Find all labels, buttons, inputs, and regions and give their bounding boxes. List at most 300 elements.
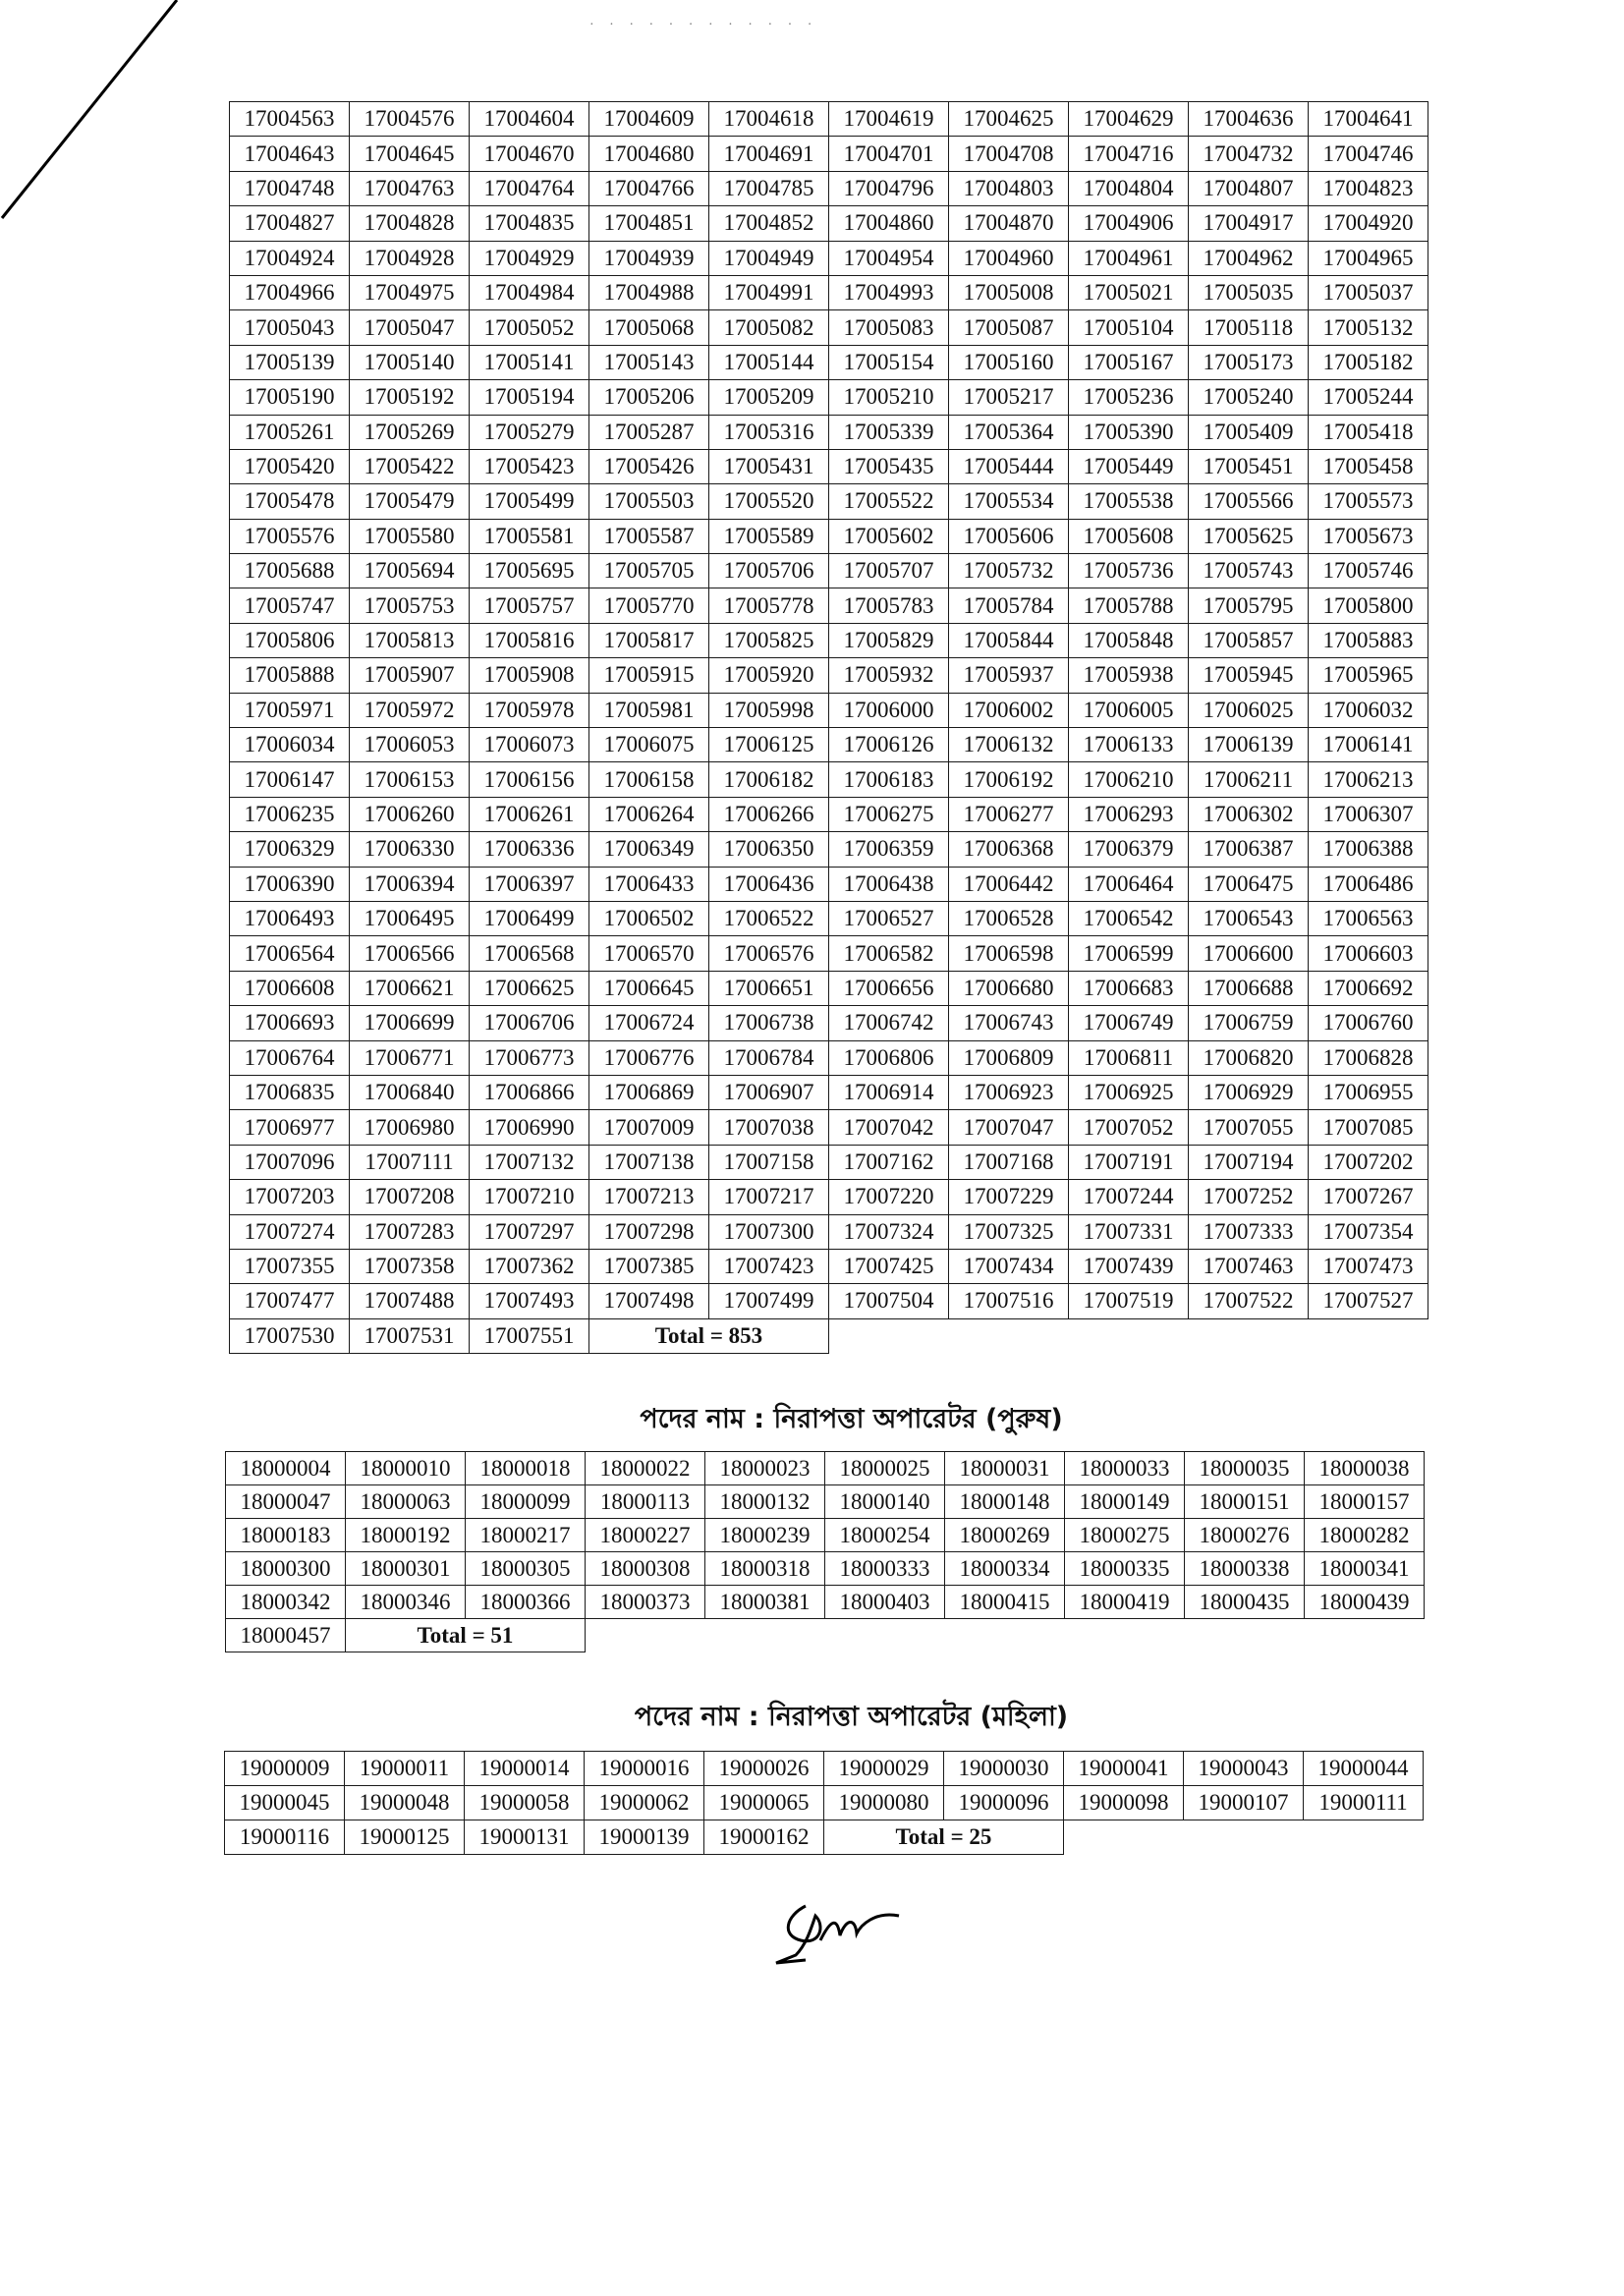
table-row (230, 206, 1428, 241)
roll-number-cell: 17007434 (949, 1249, 1069, 1283)
roll-number-cell: 17005770 (589, 588, 709, 623)
roll-number-cell: 17006211 (1189, 762, 1309, 797)
roll-number-cell: 17006760 (1309, 1006, 1428, 1040)
roll-number-cell: 18000381 (705, 1586, 825, 1619)
roll-number-cell: 17005037 (1309, 275, 1428, 309)
roll-number-cell: 17006126 (829, 728, 949, 762)
roll-number-cell: 17005104 (1069, 310, 1189, 345)
roll-number-cell: 19000098 (1064, 1786, 1184, 1820)
roll-number-table-1 (229, 101, 1428, 1354)
roll-number-cell: 17005829 (829, 623, 949, 657)
roll-number-cell: 17007324 (829, 1214, 949, 1249)
table-row (230, 345, 1428, 379)
table-row-last (226, 1619, 1425, 1652)
roll-number-cell: 17005182 (1309, 345, 1428, 379)
roll-number-cell: 17007052 (1069, 1110, 1189, 1145)
roll-number-cell: 17005888 (230, 658, 350, 693)
roll-number-cell: 17004609 (589, 102, 709, 137)
roll-number-cell: 17005422 (350, 449, 470, 483)
roll-number-cell: 17005132 (1309, 310, 1428, 345)
roll-number-cell: 17007504 (829, 1284, 949, 1318)
roll-number-cell: 17004732 (1189, 137, 1309, 171)
table-row (230, 484, 1428, 519)
roll-number-cell: 17007055 (1189, 1110, 1309, 1145)
roll-number-cell: 17004860 (829, 206, 949, 241)
roll-number-cell: 17005160 (949, 345, 1069, 379)
roll-number-cell: 17004563 (230, 102, 350, 137)
roll-number-cell: 17005068 (589, 310, 709, 345)
roll-number-cell: 17007493 (470, 1284, 589, 1318)
roll-number-cell: 17005236 (1069, 380, 1189, 415)
table-row (230, 449, 1428, 483)
roll-number-cell: 17006275 (829, 797, 949, 831)
roll-number-cell: 17006390 (230, 867, 350, 901)
table-row-last (225, 1820, 1424, 1855)
table-row (230, 241, 1428, 275)
roll-number-cell: 18000335 (1065, 1552, 1185, 1586)
roll-number-cell: 18000217 (466, 1519, 586, 1552)
roll-number-cell: 17006680 (949, 971, 1069, 1005)
empty-space (945, 1619, 1065, 1652)
roll-number-cell: 17006394 (350, 867, 470, 901)
roll-number-cell: 17004645 (350, 137, 470, 171)
roll-number-cell: 17006773 (470, 1040, 589, 1075)
roll-number-cell: 17006582 (829, 936, 949, 971)
roll-number-cell: 17006811 (1069, 1040, 1189, 1075)
roll-number-cell: 17004764 (470, 171, 589, 205)
empty-space (1184, 1820, 1304, 1855)
roll-number-cell: 17005806 (230, 623, 350, 657)
roll-number-cell: 19000011 (345, 1752, 465, 1786)
roll-number-cell: 17007220 (829, 1180, 949, 1214)
roll-number-cell: 17005825 (709, 623, 829, 657)
table-row (230, 1180, 1428, 1214)
roll-number-cell: 17005800 (1309, 588, 1428, 623)
roll-number-cell: 17006840 (350, 1075, 470, 1109)
roll-number-cell: 17006493 (230, 901, 350, 935)
roll-number-cell: 17006350 (709, 832, 829, 867)
roll-number-cell: 18000192 (346, 1519, 466, 1552)
table-row (230, 1075, 1428, 1109)
roll-number-cell: 17005522 (829, 484, 949, 519)
roll-number-cell: 17006543 (1189, 901, 1309, 935)
roll-number-cell: 17005043 (230, 310, 350, 345)
roll-number-cell: 17007096 (230, 1145, 350, 1179)
roll-number-cell: 17006073 (470, 728, 589, 762)
roll-number-cell: 17006869 (589, 1075, 709, 1109)
roll-number-cell: 17006955 (1309, 1075, 1428, 1109)
roll-number-cell: 17005190 (230, 380, 350, 415)
roll-number-cell: 17004576 (350, 102, 470, 137)
roll-number-cell: 17004961 (1069, 241, 1189, 275)
roll-number-cell: 17006475 (1189, 867, 1309, 901)
roll-number-cell: 17006621 (350, 971, 470, 1005)
roll-number-cell: 17006182 (709, 762, 829, 797)
roll-number-cell: 17006053 (350, 728, 470, 762)
roll-number-cell: 17005139 (230, 345, 350, 379)
table-row (230, 171, 1428, 205)
roll-number-cell: 17007522 (1189, 1284, 1309, 1318)
roll-number-cell: 17005813 (350, 623, 470, 657)
roll-number-cell: 17006542 (1069, 901, 1189, 935)
roll-number-cell: 17005694 (350, 554, 470, 588)
roll-number-cell: 17006261 (470, 797, 589, 831)
roll-number-cell: 18000132 (705, 1485, 825, 1519)
roll-number-cell: 17004828 (350, 206, 470, 241)
roll-number-cell: 17006608 (230, 971, 350, 1005)
roll-number-cell: 17005883 (1309, 623, 1428, 657)
roll-number-cell: 17007331 (1069, 1214, 1189, 1249)
roll-number-cell: 17005444 (949, 449, 1069, 483)
roll-number-cell: 17005732 (949, 554, 1069, 588)
roll-number-cell: 17006599 (1069, 936, 1189, 971)
roll-number-cell: 17006192 (949, 762, 1069, 797)
empty-space (1064, 1820, 1184, 1855)
roll-number-cell: 17007009 (589, 1110, 709, 1145)
roll-number-cell: 17006907 (709, 1075, 829, 1109)
roll-number-cell: 17005143 (589, 345, 709, 379)
roll-number-cell: 17006034 (230, 728, 350, 762)
roll-number-cell: 17006563 (1309, 901, 1428, 935)
roll-number-cell: 18000157 (1305, 1485, 1425, 1519)
table-row (230, 797, 1428, 831)
roll-number-cell: 19000048 (345, 1786, 465, 1820)
table-row (230, 588, 1428, 623)
empty-space (829, 1318, 949, 1353)
roll-number-cell: 17004746 (1309, 137, 1428, 171)
empty-space (1185, 1619, 1305, 1652)
roll-number-cell: 17004870 (949, 206, 1069, 241)
roll-number-cell: 17004708 (949, 137, 1069, 171)
roll-number-cell: 17005817 (589, 623, 709, 657)
roll-number-cell: 17006743 (949, 1006, 1069, 1040)
roll-number-cell: 18000275 (1065, 1519, 1185, 1552)
table-row (226, 1452, 1425, 1485)
roll-number-cell: 17006349 (589, 832, 709, 867)
roll-number-cell: 17006528 (949, 901, 1069, 935)
roll-number-cell: 18000276 (1185, 1519, 1305, 1552)
roll-number-cell: 18000415 (945, 1586, 1065, 1619)
roll-number-cell: 17005167 (1069, 345, 1189, 379)
roll-number-cell: 17007085 (1309, 1110, 1428, 1145)
roll-number-cell: 17006692 (1309, 971, 1428, 1005)
roll-number-cell: 17004965 (1309, 241, 1428, 275)
roll-number-cell: 17005576 (230, 519, 350, 553)
total-count: Total = 51 (346, 1619, 586, 1652)
roll-number-cell: 19000116 (225, 1820, 345, 1855)
roll-number-cell: 17005173 (1189, 345, 1309, 379)
table-row (230, 1284, 1428, 1318)
roll-number-cell: 18000031 (945, 1452, 1065, 1485)
roll-number-cell: 17005981 (589, 693, 709, 727)
roll-number-cell: 17004917 (1189, 206, 1309, 241)
roll-number-cell: 17006277 (949, 797, 1069, 831)
roll-number-cell: 17004966 (230, 275, 350, 309)
pen-stroke-mark (0, 0, 196, 236)
roll-number-cell: 18000033 (1065, 1452, 1185, 1485)
roll-number-cell: 17006158 (589, 762, 709, 797)
table-row (230, 623, 1428, 657)
roll-number-cell: 17005420 (230, 449, 350, 483)
roll-number-cell: 17007385 (589, 1249, 709, 1283)
roll-number-cell: 17005844 (949, 623, 1069, 657)
roll-number-cell: 17007439 (1069, 1249, 1189, 1283)
roll-number-cell: 17005908 (470, 658, 589, 693)
roll-number-cell: 17006156 (470, 762, 589, 797)
roll-number-cell: 17006706 (470, 1006, 589, 1040)
roll-number-cell: 17005210 (829, 380, 949, 415)
roll-number-cell: 17006000 (829, 693, 949, 727)
roll-number-cell: 19000065 (704, 1786, 824, 1820)
roll-number-cell: 17005707 (829, 554, 949, 588)
roll-number-cell: 17006213 (1309, 762, 1428, 797)
signature (766, 1886, 924, 1975)
empty-space (1305, 1619, 1425, 1652)
roll-number-cell: 17005932 (829, 658, 949, 693)
table-row (230, 728, 1428, 762)
roll-number-cell: 17005573 (1309, 484, 1428, 519)
roll-number-cell: 17006990 (470, 1110, 589, 1145)
roll-number-cell: 17007297 (470, 1214, 589, 1249)
roll-number-cell: 17004785 (709, 171, 829, 205)
roll-number-cell: 17004993 (829, 275, 949, 309)
roll-number-cell: 17004975 (350, 275, 470, 309)
roll-number-cell: 17005920 (709, 658, 829, 693)
table-row (230, 415, 1428, 449)
roll-number-cell: 17005783 (829, 588, 949, 623)
roll-number-cell: 17005673 (1309, 519, 1428, 553)
roll-number-cell: 17007210 (470, 1180, 589, 1214)
roll-number-cell: 18000269 (945, 1519, 1065, 1552)
roll-number-cell: 17007244 (1069, 1180, 1189, 1214)
roll-number-cell: 17006235 (230, 797, 350, 831)
roll-number-cell: 18000457 (226, 1619, 346, 1652)
roll-number-cell: 17007042 (829, 1110, 949, 1145)
roll-number-cell: 17007423 (709, 1249, 829, 1283)
empty-space (586, 1619, 705, 1652)
roll-number-cell: 17007111 (350, 1145, 470, 1179)
table-row (230, 1249, 1428, 1283)
roll-number-cell: 17005082 (709, 310, 829, 345)
roll-number-cell: 17004827 (230, 206, 350, 241)
roll-number-cell: 17005449 (1069, 449, 1189, 483)
roll-number-cell: 19000016 (585, 1752, 704, 1786)
roll-number-cell: 17006002 (949, 693, 1069, 727)
empty-space (825, 1619, 945, 1652)
roll-number-cell: 17006147 (230, 762, 350, 797)
roll-number-cell: 17007267 (1309, 1180, 1428, 1214)
roll-number-cell: 17007488 (350, 1284, 470, 1318)
roll-number-cell: 17007358 (350, 1249, 470, 1283)
roll-number-cell: 19000043 (1184, 1752, 1304, 1786)
roll-number-cell: 17004763 (350, 171, 470, 205)
roll-number-cell: 17005140 (350, 345, 470, 379)
roll-number-cell: 17006032 (1309, 693, 1428, 727)
roll-number-cell: 17005154 (829, 345, 949, 379)
roll-number-cell: 19000125 (345, 1820, 465, 1855)
roll-number-cell: 19000062 (585, 1786, 704, 1820)
roll-number-cell: 17007274 (230, 1214, 350, 1249)
roll-number-cell: 17005194 (470, 380, 589, 415)
roll-number-cell: 17005478 (230, 484, 350, 519)
roll-number-cell: 17006183 (829, 762, 949, 797)
roll-number-cell: 17005479 (350, 484, 470, 519)
roll-number-cell: 17007208 (350, 1180, 470, 1214)
roll-number-cell: 17005087 (949, 310, 1069, 345)
roll-number-cell: 17006806 (829, 1040, 949, 1075)
roll-number-cell: 17005316 (709, 415, 829, 449)
roll-number-table-3 (224, 1751, 1424, 1855)
roll-number-cell: 17004641 (1309, 102, 1428, 137)
roll-number-cell: 17005937 (949, 658, 1069, 693)
roll-number-cell: 17005083 (829, 310, 949, 345)
roll-number-cell: 17005435 (829, 449, 949, 483)
table-row (230, 554, 1428, 588)
roll-number-cell: 17005965 (1309, 658, 1428, 693)
roll-number-cell: 17006656 (829, 971, 949, 1005)
roll-number-cell: 17005364 (949, 415, 1069, 449)
roll-number-cell: 17007252 (1189, 1180, 1309, 1214)
roll-number-cell: 17005534 (949, 484, 1069, 519)
roll-number-cell: 19000030 (944, 1752, 1064, 1786)
roll-number-cell: 18000318 (705, 1552, 825, 1586)
roll-number-cell: 17006929 (1189, 1075, 1309, 1109)
roll-number-cell: 19000162 (704, 1820, 824, 1855)
roll-number-cell: 17007162 (829, 1145, 949, 1179)
roll-number-cell: 18000342 (226, 1586, 346, 1619)
roll-number-cell: 17006139 (1189, 728, 1309, 762)
roll-number-cell: 17006075 (589, 728, 709, 762)
roll-number-cell: 17007499 (709, 1284, 829, 1318)
scan-artifact: · · · · · · · · · · · · (589, 18, 818, 32)
empty-space (1309, 1318, 1428, 1353)
roll-number-cell: 17007217 (709, 1180, 829, 1214)
roll-number-cell: 17004804 (1069, 171, 1189, 205)
table-row (226, 1552, 1425, 1586)
roll-number-cell: 17004939 (589, 241, 709, 275)
roll-number-cell: 18000439 (1305, 1586, 1425, 1619)
roll-number-cell: 17005451 (1189, 449, 1309, 483)
roll-number-cell: 17006600 (1189, 936, 1309, 971)
roll-number-cell: 17007168 (949, 1145, 1069, 1179)
roll-number-table-2 (225, 1451, 1425, 1652)
roll-number-cell: 17005423 (470, 449, 589, 483)
roll-number-cell: 17007519 (1069, 1284, 1189, 1318)
roll-number-cell: 19000096 (944, 1786, 1064, 1820)
roll-number-cell: 19000058 (465, 1786, 585, 1820)
roll-number-cell: 17007498 (589, 1284, 709, 1318)
roll-number-cell: 17005795 (1189, 588, 1309, 623)
roll-number-cell: 17005602 (829, 519, 949, 553)
roll-number-cell: 17007530 (230, 1318, 350, 1353)
roll-number-cell: 17006977 (230, 1110, 350, 1145)
roll-number-cell: 17006568 (470, 936, 589, 971)
roll-number-cell: 17005608 (1069, 519, 1189, 553)
roll-number-cell: 17004619 (829, 102, 949, 137)
roll-number-cell: 18000334 (945, 1552, 1065, 1586)
roll-number-cell: 17004796 (829, 171, 949, 205)
roll-number-cell: 17005047 (350, 310, 470, 345)
roll-number-cell: 17005971 (230, 693, 350, 727)
roll-number-cell: 17005589 (709, 519, 829, 553)
roll-number-cell: 17006379 (1069, 832, 1189, 867)
roll-number-cell: 17005261 (230, 415, 350, 449)
table-row (230, 1214, 1428, 1249)
roll-number-cell: 17005538 (1069, 484, 1189, 519)
roll-number-cell: 17004823 (1309, 171, 1428, 205)
roll-number-cell: 17005287 (589, 415, 709, 449)
roll-number-cell: 17005625 (1189, 519, 1309, 553)
roll-number-cell: 17006293 (1069, 797, 1189, 831)
total-count: Total = 25 (824, 1820, 1064, 1855)
roll-number-cell: 18000148 (945, 1485, 1065, 1519)
roll-number-cell: 17005566 (1189, 484, 1309, 519)
roll-number-cell: 17005499 (470, 484, 589, 519)
roll-number-cell: 17006464 (1069, 867, 1189, 901)
roll-number-cell: 18000373 (586, 1586, 705, 1619)
roll-number-cell: 17007516 (949, 1284, 1069, 1318)
table-row (225, 1752, 1424, 1786)
roll-number-cell: 18000151 (1185, 1485, 1305, 1519)
roll-number-cell: 18000010 (346, 1452, 466, 1485)
table-row (230, 1006, 1428, 1040)
table-row (226, 1485, 1425, 1519)
roll-number-cell: 18000300 (226, 1552, 346, 1586)
roll-number-cell: 17005907 (350, 658, 470, 693)
roll-number-cell: 18000403 (825, 1586, 945, 1619)
table-row (230, 693, 1428, 727)
roll-number-cell: 17006210 (1069, 762, 1189, 797)
table-row (230, 137, 1428, 171)
roll-number-cell: 17004680 (589, 137, 709, 171)
roll-number-cell: 17006699 (350, 1006, 470, 1040)
roll-number-cell: 17005753 (350, 588, 470, 623)
roll-number-cell: 17006005 (1069, 693, 1189, 727)
table-row (226, 1519, 1425, 1552)
roll-number-cell: 17004852 (709, 206, 829, 241)
roll-number-cell: 17004716 (1069, 137, 1189, 171)
roll-number-cell: 19000044 (1304, 1752, 1424, 1786)
roll-number-cell: 17006133 (1069, 728, 1189, 762)
roll-number-cell: 17006438 (829, 867, 949, 901)
roll-number-cell: 17006688 (1189, 971, 1309, 1005)
total-count: Total = 853 (589, 1318, 829, 1353)
roll-number-cell: 17005757 (470, 588, 589, 623)
empty-space (1069, 1318, 1189, 1353)
roll-number-cell: 17005244 (1309, 380, 1428, 415)
roll-number-cell: 17007425 (829, 1249, 949, 1283)
roll-number-cell: 17005972 (350, 693, 470, 727)
roll-number-cell: 17006336 (470, 832, 589, 867)
roll-number-cell: 17007333 (1189, 1214, 1309, 1249)
roll-number-cell: 19000080 (824, 1786, 944, 1820)
table-row (230, 380, 1428, 415)
roll-number-cell: 17006576 (709, 936, 829, 971)
table-row (230, 102, 1428, 137)
roll-number-cell: 17007354 (1309, 1214, 1428, 1249)
roll-number-cell: 17005118 (1189, 310, 1309, 345)
empty-space (1304, 1820, 1424, 1855)
roll-number-cell: 17007477 (230, 1284, 350, 1318)
roll-number-cell: 17005240 (1189, 380, 1309, 415)
roll-number-cell: 18000305 (466, 1552, 586, 1586)
table-row (230, 1110, 1428, 1145)
roll-number-cell: 17006603 (1309, 936, 1428, 971)
roll-number-cell: 17006153 (350, 762, 470, 797)
roll-number-cell: 17005938 (1069, 658, 1189, 693)
roll-number-cell: 17006302 (1189, 797, 1309, 831)
roll-number-cell: 17005021 (1069, 275, 1189, 309)
